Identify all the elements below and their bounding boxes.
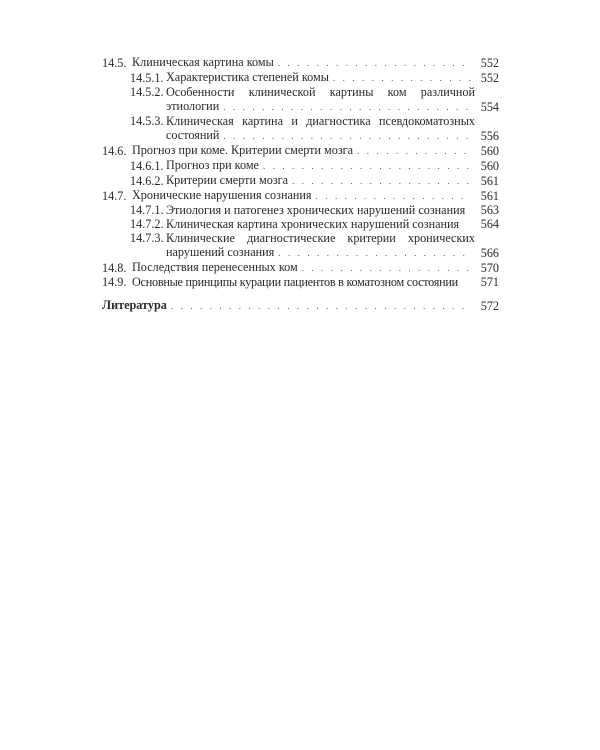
toc-title: Клиническая картина комы: [132, 55, 274, 69]
toc-number: 14.5.2.: [130, 85, 164, 99]
toc-number: 14.5.3.: [130, 114, 164, 128]
toc-entry-14-8[interactable]: [102, 260, 499, 275]
toc-title: Последствия перенесенных ком: [132, 260, 298, 274]
toc-entry-14-6-2[interactable]: [102, 173, 499, 188]
toc-title-line-1: Клинические диагностические критерии хронических: [166, 231, 475, 245]
toc-page-number: 552: [480, 56, 499, 70]
toc-title-line-1: Клиническая картина и диагностика псевдокоматозных: [166, 114, 475, 128]
toc-entry-14-5-2[interactable]: [102, 85, 499, 114]
toc-page-number: 572: [480, 299, 499, 313]
toc-entry-14-9[interactable]: [102, 275, 499, 289]
toc-entry-14-7-3[interactable]: [102, 231, 499, 260]
toc-entry-14-5-3[interactable]: [102, 114, 499, 143]
toc-page-number: 561: [480, 189, 499, 203]
toc-number: 14.7.1.: [130, 203, 164, 217]
toc-title: Основные принципы курации пациентов в коматозном состоянии: [132, 275, 458, 289]
toc-page-number: 561: [480, 174, 499, 188]
toc-page-number: 571: [480, 275, 499, 289]
toc-leader-dots: [278, 56, 471, 70]
toc-number: 14.7.2.: [130, 217, 164, 231]
toc-entry-14-6[interactable]: [102, 143, 499, 158]
toc-title-line-2: нарушений сознания: [166, 245, 275, 259]
toc-leader-dots: [278, 246, 471, 260]
toc-title: Хронические нарушения сознания: [132, 188, 312, 202]
toc-number: 14.6.: [102, 144, 127, 158]
toc-leader-dots: [263, 159, 471, 173]
toc-number: 14.5.: [102, 56, 127, 70]
toc-title: Характеристика степеней комы: [166, 70, 329, 84]
toc-number: 14.8.: [102, 261, 127, 275]
toc-page-number: 556: [480, 129, 499, 143]
toc-leader-dots: [292, 174, 471, 188]
toc-entry-14-7-2[interactable]: [102, 217, 499, 231]
toc-entry-14-5[interactable]: [102, 55, 499, 70]
toc-title: Прогноз при коме. Критерии смерти мозга: [132, 143, 354, 157]
toc-title: Критерии смерти мозга: [166, 173, 289, 187]
toc-number: 14.6.2.: [130, 174, 164, 188]
toc-number: 14.9.: [102, 275, 127, 289]
toc-page-number: 564: [480, 217, 499, 231]
toc-page-number: 566: [480, 246, 499, 260]
toc-leader-dots: [171, 299, 471, 313]
toc-entry-14-5-1[interactable]: [102, 70, 499, 85]
toc-entry-14-7-1[interactable]: [102, 203, 499, 217]
toc-leader-dots: [302, 261, 471, 275]
toc-title: Клиническая картина хронических нарушений сознания: [166, 217, 460, 231]
toc-leader-dots: [357, 144, 471, 158]
toc-number: 14.7.3.: [130, 231, 164, 245]
toc-number: 14.5.1.: [130, 71, 164, 85]
toc-entry-14-6-1[interactable]: [102, 158, 499, 173]
toc-entry-literature[interactable]: [102, 298, 499, 313]
toc-leader-dots: [333, 71, 471, 85]
toc-page-number: 570: [480, 261, 499, 275]
toc-leader-dots: [223, 129, 471, 143]
toc-number: 14.7.: [102, 189, 127, 203]
toc-entry-14-7[interactable]: [102, 188, 499, 203]
toc-title-line-2: этиологии: [166, 99, 220, 113]
toc-title: Литература: [102, 298, 167, 312]
toc-title: Этиология и патогенез хронических нарушений сознания: [166, 203, 466, 217]
toc-number: 14.6.1.: [130, 159, 164, 173]
toc-page-number: 560: [480, 159, 499, 173]
toc-leader-dots: [223, 100, 471, 114]
toc-title-line-2: состояний: [166, 128, 220, 142]
toc-title-line-1: Особенности клинической картины ком различной: [166, 85, 475, 99]
table-of-contents: [102, 55, 499, 313]
toc-leader-dots: [316, 189, 471, 203]
toc-title: Прогноз при коме: [166, 158, 259, 172]
toc-page-number: 554: [480, 100, 499, 114]
toc-page-number: 552: [480, 71, 499, 85]
toc-page-number: 563: [480, 203, 499, 217]
toc-page-number: 560: [480, 144, 499, 158]
